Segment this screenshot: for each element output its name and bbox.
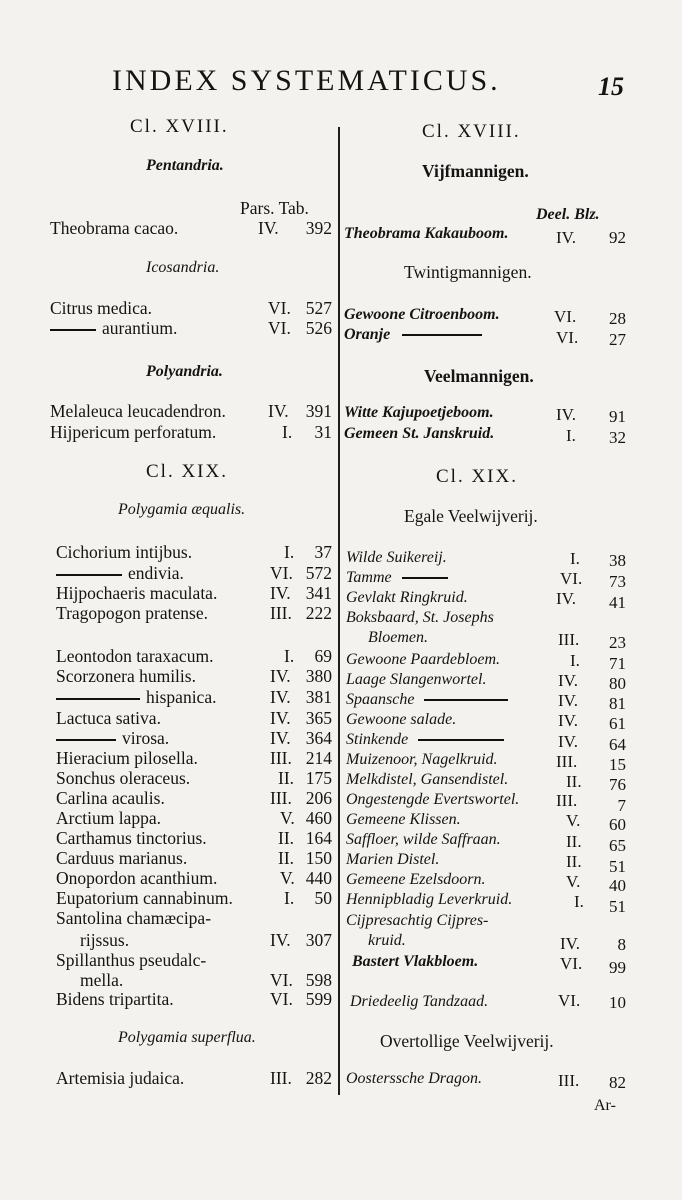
left-entry-name: Scorzonera humilis.: [56, 666, 196, 686]
left-entry-tab: 307: [305, 930, 332, 950]
left-entry-name: Arctium lappa.: [56, 808, 161, 828]
left-entry-tab: 341: [305, 583, 332, 603]
left-order-polygamia-superflua: Polygamia superflua.: [118, 1029, 256, 1046]
left-column-headers: Pars. Tab.: [240, 198, 309, 218]
ditto-dash: [56, 698, 140, 700]
right-entry-name: Gewoone Paardebloem.: [346, 651, 501, 668]
right-entry-deel: IV.: [558, 671, 578, 690]
left-entry-pars: IV.: [270, 930, 291, 950]
left-entry-pars: IV.: [270, 708, 291, 728]
right-entry-blz: 27: [609, 330, 626, 349]
left-entry-tab: 380: [305, 666, 332, 686]
left-entry-tab: 572: [305, 563, 332, 583]
left-entry-tab: 50: [314, 888, 332, 908]
right-entry-blz: 7: [617, 796, 626, 815]
left-entry-pars: II.: [278, 828, 295, 848]
right-entry-name: Oranje: [344, 327, 488, 343]
right-entry-blz: 91: [609, 407, 626, 426]
right-entry-name: Gemeene Klissen.: [346, 811, 461, 828]
left-entry-pars: V.: [280, 868, 295, 888]
left-entry-pars: VI.: [270, 970, 293, 990]
right-entry-blz: 60: [609, 815, 626, 834]
right-class-xix-heading: Cl. XIX.: [436, 466, 518, 487]
left-entry-pars: IV.: [270, 687, 291, 707]
ditto-dash: [418, 739, 504, 741]
left-order-polygamia-aequalis: Polygamia æqualis.: [118, 501, 246, 518]
left-entry-name: Onopordon acanthium.: [56, 868, 218, 888]
left-entry-tab: 527: [305, 298, 332, 318]
right-entry-deel: III.: [556, 791, 578, 810]
right-entry-name: Saffloer, wilde Saffraan.: [346, 831, 501, 848]
left-entry-tab: 282: [305, 1068, 332, 1088]
left-entry-name: aurantium.: [50, 320, 177, 338]
left-entry-name: Hieracium pilosella.: [56, 748, 198, 768]
right-entry-blz: 81: [609, 694, 626, 713]
right-entry-name: Driedeelig Tandzaad.: [350, 993, 489, 1010]
right-entry-blz: 28: [609, 309, 626, 328]
left-entry-pars: I.: [284, 542, 295, 562]
left-entry-name: Bidens tripartita.: [56, 989, 174, 1009]
right-entry-deel: IV.: [556, 228, 576, 247]
left-entry-tab: 37: [314, 542, 332, 562]
left-entry-name: hispanica.: [56, 689, 216, 707]
right-entry-deel: VI.: [558, 991, 581, 1010]
right-entry-name: Gemeen St. Janskruid.: [344, 425, 495, 442]
right-entry-name: Oosterssche Dragon.: [346, 1070, 482, 1087]
left-class-xix-heading: Cl. XIX.: [146, 461, 228, 482]
right-entry-deel: VI.: [556, 328, 579, 347]
right-entry-deel: III.: [558, 630, 580, 649]
right-entry-name: Ongestengde Evertswortel.: [346, 791, 520, 808]
right-entry-blz: 32: [609, 428, 626, 447]
right-entry-blz: 8: [617, 935, 626, 954]
left-entry-pars: I.: [284, 646, 295, 666]
left-entry-name: Sonchus oleraceus.: [56, 768, 191, 788]
right-entry-blz: 71: [609, 654, 626, 673]
right-entry-blz: 40: [609, 876, 626, 895]
left-entry-name: Leontodon taraxacum.: [56, 646, 214, 666]
left-order-pentandria: Pentandria.: [146, 157, 224, 174]
left-entry-pars: IV.: [258, 218, 279, 238]
right-order-overtollige-veelwijverij: Overtollige Veelwijverij.: [380, 1031, 554, 1051]
right-entry-deel: VI.: [560, 569, 583, 588]
right-entry-name: Gevlakt Ringkruid.: [346, 589, 468, 606]
right-entry-name: Hennipbladig Leverkruid.: [346, 891, 513, 908]
ditto-dash: [56, 574, 122, 576]
right-entry-blz: 64: [609, 735, 626, 754]
left-entry-name: Hijpochaeris maculata.: [56, 583, 218, 603]
right-entry-name: Spaansche: [346, 692, 514, 708]
left-entry-tab: 214: [305, 748, 332, 768]
right-entry-blz: 80: [609, 674, 626, 693]
left-entry-tab: 391: [305, 401, 332, 421]
left-entry-tab: 69: [314, 646, 332, 666]
right-entry-blz: 76: [609, 775, 626, 794]
right-entry-blz: 82: [609, 1073, 626, 1092]
right-entry-name: Stinkende: [346, 732, 510, 748]
left-entry-name: Lactuca sativa.: [56, 708, 161, 728]
right-entry-deel: I.: [566, 426, 576, 445]
ditto-dash: [50, 329, 96, 331]
right-entry-blz: 38: [609, 551, 626, 570]
right-entry-deel: IV.: [558, 691, 578, 710]
right-entry-deel: IV.: [556, 589, 576, 608]
left-entry-tab: 222: [305, 603, 332, 623]
right-column-headers: Deel. Blz.: [536, 206, 600, 223]
right-entry-deel: IV.: [556, 405, 576, 424]
left-entry-tab: 392: [305, 218, 332, 238]
left-entry-pars: III.: [270, 748, 292, 768]
right-order-egale-veelwijverij: Egale Veelwijverij.: [404, 506, 538, 526]
left-entry-tab: 150: [305, 848, 332, 868]
ditto-dash: [402, 577, 448, 579]
left-order-polyandria: Polyandria.: [146, 363, 223, 380]
left-entry-pars: IV.: [270, 728, 291, 748]
right-entry-name: Gewoone Citroenboom.: [344, 306, 500, 323]
page-title: INDEX SYSTEMATICUS.: [112, 64, 501, 97]
right-entry-name: Wilde Suikereij.: [346, 549, 447, 566]
right-order-veelmannigen: Veelmannigen.: [424, 366, 534, 386]
right-entry-name: Bastert Vlakbloem.: [352, 953, 479, 970]
ditto-dash: [402, 334, 482, 336]
left-entry-pars: VI.: [268, 298, 291, 318]
left-entry-name: rijssus.: [80, 930, 130, 950]
left-entry-tab: 364: [305, 728, 332, 748]
right-entry-name: Muizenoor, Nagelkruid.: [346, 751, 498, 768]
right-entry-blz: 15: [609, 755, 626, 774]
right-entry-deel: VI.: [554, 307, 577, 326]
left-entry-pars: III.: [270, 788, 292, 808]
right-entry-deel: I.: [570, 549, 580, 568]
left-entry-name: Cichorium intijbus.: [56, 542, 193, 562]
left-entry-pars: VI.: [270, 989, 293, 1009]
left-entry-name: Eupatorium cannabinum.: [56, 888, 233, 908]
right-entry-deel: III.: [558, 1071, 580, 1090]
left-entry-name: Theobrama cacao.: [50, 218, 179, 238]
column-divider: [338, 127, 340, 1095]
left-entry-pars: III.: [270, 1068, 292, 1088]
left-entry-pars: VI.: [268, 318, 291, 338]
left-entry-name: Hijpericum perforatum.: [50, 422, 217, 442]
left-entry-name: Artemisia judaica.: [56, 1068, 185, 1088]
left-entry-name: Carthamus tinctorius.: [56, 828, 207, 848]
right-entry-deel: II.: [566, 772, 582, 791]
right-entry-blz: 23: [609, 633, 626, 652]
left-entry-name: endivia.: [56, 565, 184, 583]
right-entry-deel: IV.: [558, 711, 578, 730]
right-entry-name: Bloemen.: [368, 629, 428, 646]
left-entry-tab: 365: [305, 708, 332, 728]
catchword: Ar-: [594, 1097, 616, 1114]
ditto-dash: [424, 699, 508, 701]
left-entry-pars: IV.: [268, 401, 289, 421]
left-entry-pars: I.: [284, 888, 295, 908]
right-entry-deel: II.: [566, 852, 582, 871]
right-order-twintigmannigen: Twintigmannigen.: [404, 262, 532, 282]
right-entry-blz: 51: [609, 897, 626, 916]
left-entry-pars: III.: [270, 603, 292, 623]
left-entry-tab: 440: [305, 868, 332, 888]
right-entry-deel: VI.: [560, 954, 583, 973]
left-entry-name: Citrus medica.: [50, 298, 153, 318]
left-class-xviii-heading: Cl. XVIII.: [130, 116, 229, 137]
right-entry-name: Melkdistel, Gansendistel.: [346, 771, 509, 788]
right-entry-deel: II.: [566, 832, 582, 851]
right-entry-blz: 73: [609, 572, 626, 591]
right-entry-deel: III.: [556, 752, 578, 771]
right-entry-deel: V.: [566, 872, 581, 891]
right-entry-blz: 99: [609, 958, 626, 977]
right-entry-name: Cijpresachtig Cijpres-: [346, 912, 489, 929]
left-entry-tab: 598: [305, 970, 332, 990]
left-order-icosandria: Icosandria.: [146, 259, 220, 276]
left-entry-pars: IV.: [270, 666, 291, 686]
right-entry-blz: 51: [609, 857, 626, 876]
left-entry-tab: 460: [305, 808, 332, 828]
right-entry-blz: 65: [609, 836, 626, 855]
left-entry-pars: IV.: [270, 583, 291, 603]
left-entry-tab: 599: [305, 989, 332, 1009]
right-entry-deel: IV.: [560, 934, 580, 953]
left-entry-pars: VI.: [270, 563, 293, 583]
right-entry-name: Marien Distel.: [346, 851, 440, 868]
left-entry-pars: I.: [282, 422, 293, 442]
left-entry-pars: II.: [278, 768, 295, 788]
right-entry-name: Witte Kajupoetjeboom.: [344, 404, 494, 421]
right-entry-deel: I.: [574, 892, 584, 911]
right-entry-name: kruid.: [368, 932, 406, 949]
left-entry-tab: 526: [305, 318, 332, 338]
right-entry-blz: 41: [609, 593, 626, 612]
right-entry-name: Tamme: [346, 570, 454, 586]
left-entry-tab: 381: [305, 687, 332, 707]
ditto-dash: [56, 739, 116, 741]
left-entry-name: virosa.: [56, 730, 169, 748]
left-entry-name: Melaleuca leucadendron.: [50, 401, 226, 421]
page-number: 15: [598, 72, 624, 101]
left-entry-name: Spillanthus pseudalc-: [56, 950, 207, 970]
right-entry-name: Gewoone salade.: [346, 711, 457, 728]
right-entry-deel: I.: [570, 651, 580, 670]
right-entry-deel: IV.: [558, 732, 578, 751]
left-entry-pars: V.: [280, 808, 295, 828]
right-entry-blz: 92: [609, 228, 626, 247]
right-entry-deel: V.: [566, 811, 581, 830]
right-entry-name: Theobrama Kakauboom.: [344, 225, 509, 242]
left-entry-tab: 31: [314, 422, 332, 442]
right-entry-blz: 61: [609, 714, 626, 733]
left-entry-tab: 206: [305, 788, 332, 808]
right-entry-name: Laage Slangenwortel.: [346, 671, 487, 688]
right-entry-name: Boksbaard, St. Josephs: [346, 609, 494, 626]
left-entry-name: Santolina chamæcipa-: [56, 908, 212, 928]
right-entry-name: Gemeene Ezelsdoorn.: [346, 871, 486, 888]
right-order-vijfmannigen: Vijfmannigen.: [422, 161, 529, 181]
right-entry-blz: 10: [609, 993, 626, 1012]
left-entry-name: Carlina acaulis.: [56, 788, 165, 808]
left-entry-tab: 164: [305, 828, 332, 848]
left-entry-pars: II.: [278, 848, 295, 868]
left-entry-tab: 175: [305, 768, 332, 788]
left-entry-name: mella.: [80, 970, 124, 990]
left-entry-name: Carduus marianus.: [56, 848, 188, 868]
left-entry-name: Tragopogon pratense.: [56, 603, 208, 623]
right-class-xviii-heading: Cl. XVIII.: [422, 121, 521, 142]
